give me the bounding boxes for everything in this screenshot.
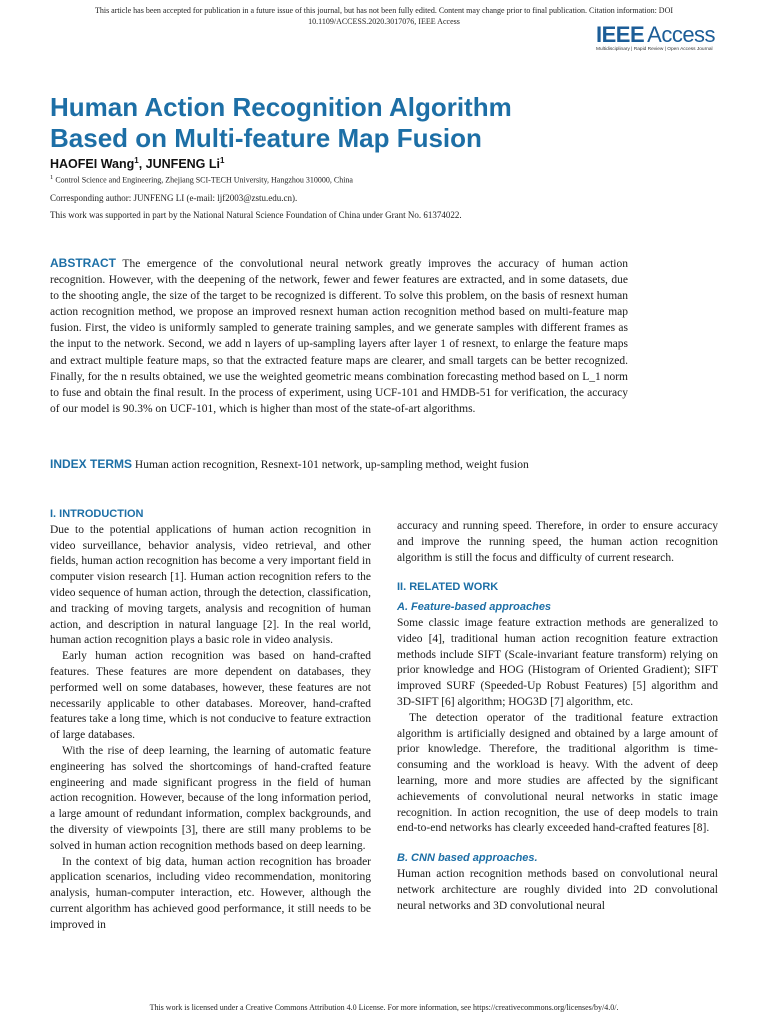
abstract-label: ABSTRACT <box>50 256 116 270</box>
author-list <box>50 156 224 171</box>
abstract <box>50 255 628 417</box>
affiliation <box>50 174 353 185</box>
banner-line-2: 10.1109/ACCESS.2020.3017076, IEEE Access <box>308 17 460 26</box>
related-work-paragraph-a1: Some classic image feature extraction methods are generalized to video [4], traditional human action recognition feature extraction methods include SIFT (Scale-invariant feature transform) relying on prior knowledge and HOG (Histogram of Oriented Gradient); SIFT improved SURF (Speeded-Up Robust Features) [5] algorithm and 3D-SIFT [6] algorithm; HOG3D [7] algorithm, etc. <box>397 616 718 708</box>
right-column <box>397 519 718 914</box>
funding-note: This work was supported in part by the National Natural Science Foundation of China under Grant No. 61374022. <box>50 210 462 220</box>
subsection-heading-feature-based: A. Feature-based approaches <box>397 601 552 614</box>
author-1-affil-mark: 1 <box>134 156 139 165</box>
abstract-text: The emergence of the convolutional neural network greatly improves the accuracy of human action recognition. However, with the deepening of the network, fewer and fewer features are extracted, and in some datasets, due to the shooting angle, the size of the target to be recognized is different. To solve this problem, on the basis of resnext human action recognition method, we propose an improved resnext human action recognition method based on multi-feature map fusion. First, the video is uniformly sampled to generate training samples, and we generate samples with different frames as the input to the network. Second, we add n layers of up-sampling layers after layer 1 of resnext, to enlarge the feature maps and extract multiple feature maps, so that the extracted feature maps are clearer, and small targets can be better recognized. Finally, for the n results obtained, we use the weighted geometric means combination forecasting method based on L_1 norm to fuse and obtain the final result. In the process of experiment, using UCF-101 and HMDB-51 for verification, the accuracy of our model is 90.3% on UCF-101, which is higher than most of the state-of-art algorithms. <box>50 258 628 415</box>
author-separator: , <box>138 157 146 172</box>
logo-access-text: Access <box>647 22 716 47</box>
logo-tagline: Multidisciplinary | Rapid Review | Open Access Journal <box>596 47 713 52</box>
title-line-2: Based on Multi-feature Map Fusion <box>50 123 482 153</box>
index-terms-label: INDEX TERMS <box>50 457 133 471</box>
corresponding-author: Corresponding author: JUNFENG LI (e-mail: ljf2003@zstu.edu.cn). <box>50 193 298 203</box>
banner-line-1: This article has been accepted for publication in a future issue of this journal, but has not been fully edited. Content may change prior to final publication. Citation information: DOI <box>94 6 674 15</box>
title-line-1: Human Action Recognition Algorithm <box>50 92 512 122</box>
affiliation-text: Control Science and Engineering, Zhejiang SCI-TECH University, Hangzhou 310000, China <box>53 175 353 185</box>
affiliation-mark: 1 <box>50 174 54 181</box>
author-2: JUNFENG Li <box>145 157 220 172</box>
related-work-paragraph-a2: The detection operator of the traditional feature extraction algorithm is artificially designed and obtained by a large amount of prior knowledge. Therefore, the traditional algorithm is time-consuming and the workload is heavy. With the advent of deep learning, more and more studies are affected by the significant achievements of convolutional neural networks in static image recognition. In action recognition, the use of deep models to train end-to-end networks has clearly exceeded hand-crafted features [8]. <box>397 711 718 835</box>
index-terms <box>50 457 690 471</box>
intro-paragraph-continued: accuracy and running speed. Therefore, in order to ensure accuracy and improve the running speed, the human action recognition algorithm is still the focus and difficulty of current research. <box>397 520 718 564</box>
logo-ieee-text: IEEE <box>596 22 645 47</box>
license-footer: This work is licensed under a Creative Commons Attribution 4.0 License. For more information, see https://creativecommons.org/licenses/by/4.0/. <box>149 1003 619 1012</box>
related-work-paragraph-b1: Human action recognition methods based on convolutional neural network architecture are roughly divided into 2D convolutional neural networks and 3D convolutional neural <box>397 867 718 912</box>
author-2-affil-mark: 1 <box>219 156 225 165</box>
subsection-heading-cnn-based: B. CNN based approaches. <box>397 852 538 865</box>
index-terms-text: Human action recognition, Resnext-101 network, up-sampling method, weight fusion <box>132 459 529 471</box>
author-1: HAOFEI Wang <box>50 157 135 172</box>
intro-paragraph-1: Due to the potential applications of human action recognition in video surveillance, behavior analysis, video retrieval, and other fields, human action recognition has become a very important field in computer vision research [1]. Human action recognition refers to the video sequence of human action, through the detection, classification, and tracking of moving targets, analysis and recognition of human action, and description in natural language [2]. In the real world, human action recognition plays a basic role in video analysis. <box>50 523 371 647</box>
section-heading-related-work: II. RELATED WORK <box>397 581 499 594</box>
paper-title <box>50 92 690 154</box>
intro-paragraph-3: With the rise of deep learning, the learning of automatic feature engineering has solved the shortcomings of hand-crafted feature engineering and made significant progress in the field of human action recognition. However, because of the long information period, a large amount of redundant information, complex backgrounds, and the diversity of viewpoints [3], there are still many problems to be solved in human action recognition methods based on deep learning. <box>50 744 371 852</box>
ieee-access-logo <box>596 22 746 58</box>
section-heading-introduction: I. INTRODUCTION <box>50 508 144 520</box>
intro-paragraph-4: In the context of big data, human action recognition has broader application scenarios, including video recommendation, monitoring analysis, human-computer interaction, etc. However, although the current algorithm has achieved good performance, it still needs to be improved in <box>50 855 371 931</box>
intro-paragraph-2: Early human action recognition was based on hand-crafted features. These features are more dependent on databases, they performed well on some databases, however, these features are not necessarily applicable to other databases. Moreover, hand-crafted features take a long time, which is not conducive to feature extraction of large databases. <box>50 650 371 742</box>
left-column <box>50 507 371 934</box>
